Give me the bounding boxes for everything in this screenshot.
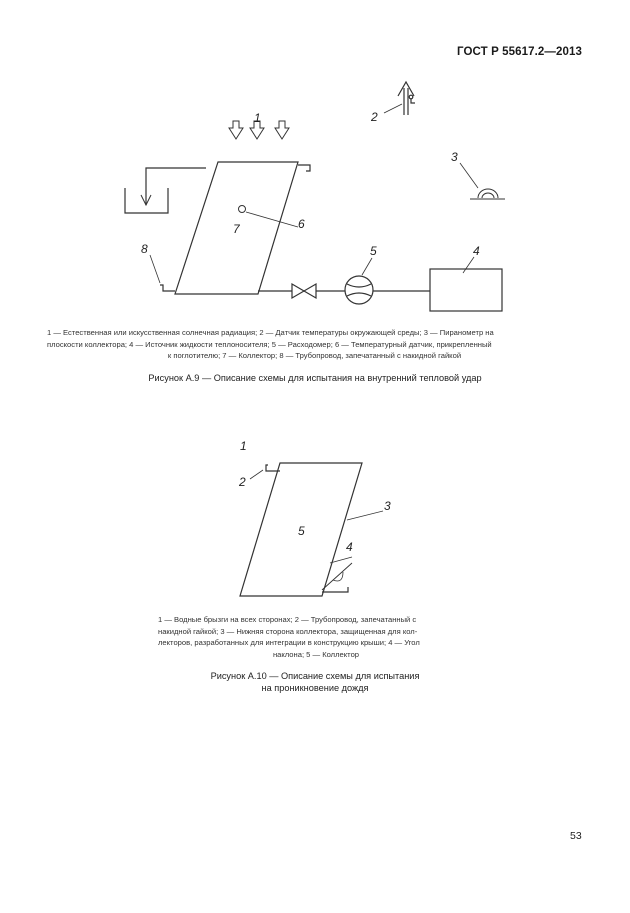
- fig10-legend-line: лекторов, разработанных для интеграции в конструкцию крыши; 4 — Угол: [158, 638, 420, 648]
- fig9-legend-line: плоскости коллектора; 4 — Источник жидкости теплоносителя; 5 — Расходомер; 6 — Температурный датчик, прикрепленный: [47, 339, 492, 349]
- fluid-source-box: [430, 269, 502, 311]
- pyranometer-icon: [470, 189, 505, 199]
- fig9-leader-5: [362, 258, 372, 275]
- temperature-sensor-icon: [398, 82, 415, 115]
- fig9-label-7: 7: [233, 222, 240, 236]
- fig10-label-2: 2: [239, 475, 246, 489]
- fig9-label-8: 8: [141, 242, 148, 256]
- fig9-label-3: 3: [451, 150, 458, 164]
- fig9-legend-line: 1 — Естественная или искусственная солнечная радиация; 2 — Датчик температуры окружающей среды; 3 — Пиранометр на: [47, 328, 494, 337]
- top-fitting: [298, 165, 310, 171]
- fig10-label-1: 1: [240, 439, 247, 453]
- fig10-label-5: 5: [298, 524, 305, 538]
- figure-a9-diagram: [0, 0, 630, 320]
- angle-arc: [333, 572, 343, 581]
- fig10-caption-line: Рисунок А.10 — Описание схемы для испытания: [210, 671, 420, 681]
- sealed-pipe-8: [160, 285, 175, 291]
- bottom-fitting: [322, 587, 348, 592]
- figure-a9-caption: Рисунок А.9 — Описание схемы для испытания на внутренний тепловой удар: [148, 373, 482, 383]
- fig9-leader-6: [246, 212, 298, 227]
- angle-line: [322, 563, 352, 590]
- figure-a10-diagram: [0, 420, 630, 610]
- figure-a10-legend: [158, 614, 474, 660]
- fig10-leader-3: [347, 511, 383, 520]
- fig9-label-2: 2: [371, 110, 378, 124]
- fig10-label-3: 3: [384, 499, 391, 513]
- fig10-leader-2: [250, 470, 263, 479]
- fig9-leader-3: [460, 163, 478, 188]
- fig9-legend-line: к поглотителю; 7 — Коллектор; 8 — Трубопровод, запечатанный с накидной гайкой: [167, 351, 462, 361]
- document-header: ГОСТ Р 55617.2—2013: [457, 46, 582, 58]
- fig10-label-4: 4: [346, 540, 353, 554]
- flow-meter-icon: [345, 276, 373, 304]
- fig9-leader-4: [463, 257, 474, 273]
- valve-icon: [292, 284, 316, 298]
- figure-a10-caption: [0, 670, 630, 694]
- page-number: 53: [570, 830, 582, 842]
- fig10-legend-line: 1 — Водные брызги на всех сторонах; 2 — Трубопровод, запечатанный с: [158, 615, 417, 624]
- fig9-leader-8: [150, 255, 160, 283]
- fig9-label-6: 6: [298, 217, 305, 231]
- figure-a9-legend: [47, 327, 582, 362]
- fig9-label-4: 4: [473, 244, 480, 258]
- fig9-label-1: 1: [254, 111, 261, 125]
- fig9-leader-2: [384, 104, 402, 113]
- fig10-legend-line: наклона; 5 — Коллектор: [272, 649, 360, 659]
- fig9-label-5: 5: [370, 244, 377, 258]
- drain-pipe: [146, 168, 206, 205]
- absorber-sensor-icon: [239, 206, 246, 213]
- fig10-caption-line: на проникновение дождя: [261, 683, 369, 693]
- fig10-legend-line: накидной гайкой; 3 — Нижняя сторона коллектора, защищенная для кол-: [158, 626, 418, 636]
